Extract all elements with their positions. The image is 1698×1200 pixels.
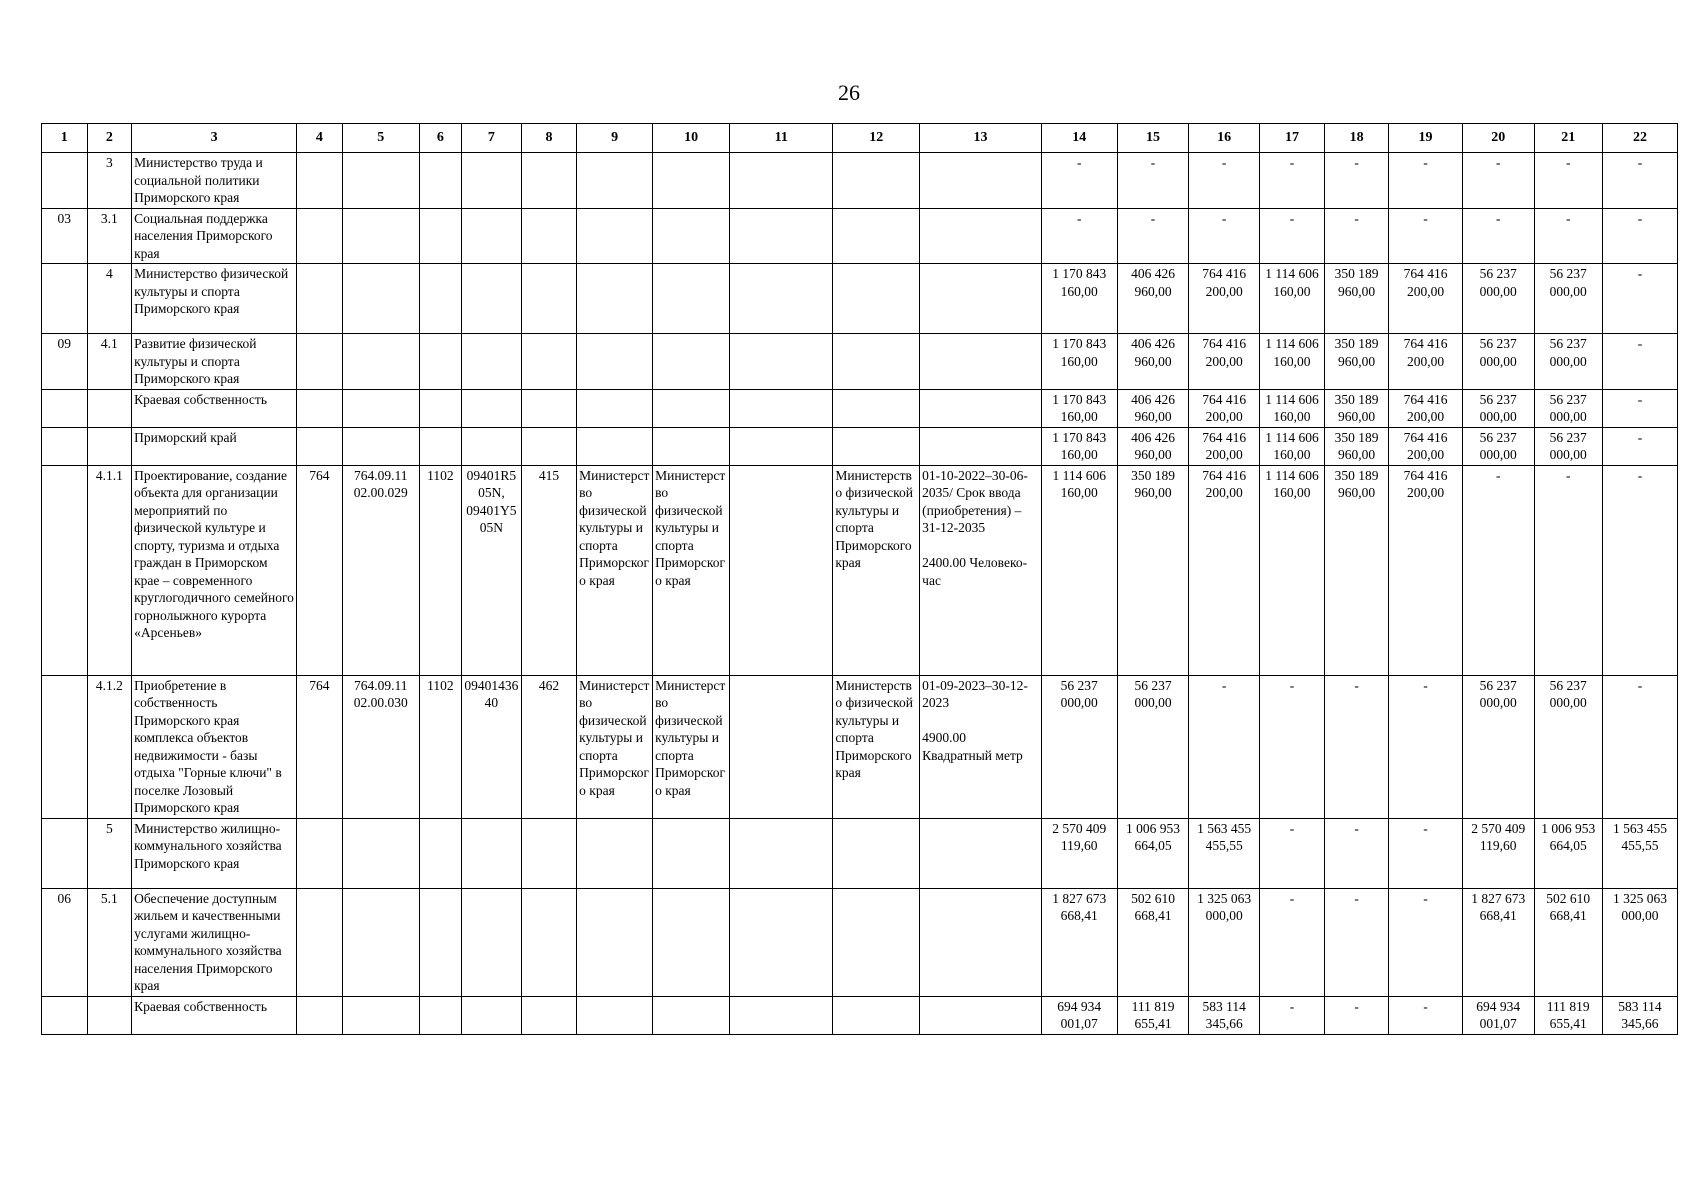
table-cell: [920, 264, 1042, 334]
table-cell: 4.1.2: [87, 675, 132, 818]
table-cell: -: [1602, 389, 1677, 427]
table-cell: -: [1117, 153, 1189, 209]
table-cell: [42, 153, 88, 209]
table-cell: -: [1534, 465, 1602, 675]
table-cell: [419, 996, 461, 1034]
table-cell: -: [1325, 675, 1389, 818]
table-cell: [730, 389, 833, 427]
table-cell: 5.1: [87, 888, 132, 996]
table-cell: 56 237 000,00: [1462, 334, 1534, 390]
table-cell: 764 416 200,00: [1389, 389, 1463, 427]
table-cell: 764 416 200,00: [1389, 427, 1463, 465]
table-cell: 350 189 960,00: [1325, 389, 1389, 427]
table-cell: 1 170 843 160,00: [1041, 427, 1117, 465]
table-cell: [521, 153, 576, 209]
table-cell: 764.09.11 02.00.029: [342, 465, 419, 675]
column-header: 13: [920, 124, 1042, 153]
table-cell: 694 934 001,07: [1462, 996, 1534, 1034]
table-cell: [42, 818, 88, 888]
column-header: 22: [1602, 124, 1677, 153]
table-cell: -: [1462, 208, 1534, 264]
table-cell: 2 570 409 119,60: [1462, 818, 1534, 888]
table-cell: Приморский край: [132, 427, 297, 465]
table-cell: -: [1462, 153, 1534, 209]
table-cell: 56 237 000,00: [1534, 334, 1602, 390]
column-header: 19: [1389, 124, 1463, 153]
table-cell: Министерство физической культуры и спорта Приморского края: [653, 465, 730, 675]
table-cell: [521, 996, 576, 1034]
table-cell: Министерство физической культуры и спорта Приморского края: [577, 675, 653, 818]
table-cell: -: [1325, 996, 1389, 1034]
table-cell: [342, 153, 419, 209]
table-cell: 1 325 063 000,00: [1602, 888, 1677, 996]
table-cell: Министерство труда и социальной политики Приморского края: [132, 153, 297, 209]
table-cell: -: [1602, 427, 1677, 465]
table-cell: -: [1389, 153, 1463, 209]
table-row: [42, 334, 1678, 390]
table-cell: 764 416 200,00: [1189, 334, 1260, 390]
table-row: [42, 818, 1678, 888]
column-header: 4: [297, 124, 343, 153]
table-cell: -: [1602, 208, 1677, 264]
table-cell: [419, 153, 461, 209]
table-cell: 764 416 200,00: [1389, 465, 1463, 675]
table-cell: 56 237 000,00: [1462, 675, 1534, 818]
table-cell: -: [1259, 153, 1324, 209]
table-cell: [462, 208, 522, 264]
budget-table: [41, 123, 1678, 1035]
table-cell: 350 189 960,00: [1325, 465, 1389, 675]
table-cell: [419, 389, 461, 427]
table-cell: [42, 465, 88, 675]
table-cell: -: [1602, 675, 1677, 818]
table-cell: 1 827 673 668,41: [1041, 888, 1117, 996]
table-cell: [297, 427, 343, 465]
table-cell: Министерство физической культуры и спорта Приморского края: [833, 675, 920, 818]
table-cell: Краевая собственность: [132, 389, 297, 427]
table-cell: [462, 334, 522, 390]
table-cell: [521, 818, 576, 888]
table-cell: [521, 208, 576, 264]
table-cell: 3: [87, 153, 132, 209]
table-cell: [342, 389, 419, 427]
table-cell: 4.1: [87, 334, 132, 390]
table-cell: [42, 996, 88, 1034]
table-cell: -: [1189, 675, 1260, 818]
table-cell: 350 189 960,00: [1325, 427, 1389, 465]
table-cell: 502 610 668,41: [1117, 888, 1189, 996]
table-cell: 4: [87, 264, 132, 334]
table-cell: 1 114 606 160,00: [1259, 427, 1324, 465]
table-row: [42, 465, 1678, 675]
table-cell: 111 819 655,41: [1534, 996, 1602, 1034]
table-cell: Министерство физической культуры и спорта Приморского края: [132, 264, 297, 334]
table-cell: [920, 888, 1042, 996]
table-cell: [42, 427, 88, 465]
table-row: [42, 389, 1678, 427]
table-cell: [342, 334, 419, 390]
table-cell: [577, 888, 653, 996]
table-cell: [730, 675, 833, 818]
table-cell: [42, 675, 88, 818]
table-cell: -: [1462, 465, 1534, 675]
table-cell: [920, 818, 1042, 888]
table-cell: Проектирование, создание объекта для организации мероприятий по физической культуре и спорту, туризма и отдыха граждан в Приморском крае – современного круглогодичного семейного горнолыжного курорта «Арсеньев»: [132, 465, 297, 675]
table-cell: 56 237 000,00: [1041, 675, 1117, 818]
table-cell: 350 189 960,00: [1117, 465, 1189, 675]
table-cell: 0940143640: [462, 675, 522, 818]
table-cell: [297, 153, 343, 209]
table-cell: -: [1602, 334, 1677, 390]
table-cell: 1 563 455 455,55: [1189, 818, 1260, 888]
table-cell: Министерство физической культуры и спорта Приморского края: [577, 465, 653, 675]
table-cell: [297, 334, 343, 390]
table-cell: [653, 996, 730, 1034]
table-cell: [419, 427, 461, 465]
table-cell: [577, 389, 653, 427]
table-cell: [653, 334, 730, 390]
table-cell: [653, 818, 730, 888]
table-cell: -: [1602, 153, 1677, 209]
table-row: [42, 208, 1678, 264]
table-cell: 1 827 673 668,41: [1462, 888, 1534, 996]
table-cell: 764 416 200,00: [1189, 427, 1260, 465]
table-cell: [577, 334, 653, 390]
table-cell: Министерство физической культуры и спорта Приморского края: [833, 465, 920, 675]
table-cell: [342, 996, 419, 1034]
table-cell: Обеспечение доступным жильем и качественными услугами жилищно-коммунального хозяйства населения Приморского края: [132, 888, 297, 996]
table-cell: 03: [42, 208, 88, 264]
table-cell: [833, 389, 920, 427]
table-cell: 56 237 000,00: [1117, 675, 1189, 818]
table-cell: 1 170 843 160,00: [1041, 334, 1117, 390]
table-cell: [342, 427, 419, 465]
table-cell: -: [1325, 888, 1389, 996]
table-cell: [419, 818, 461, 888]
table-cell: 462: [521, 675, 576, 818]
table-cell: -: [1259, 888, 1324, 996]
table-cell: 111 819 655,41: [1117, 996, 1189, 1034]
table-cell: [833, 153, 920, 209]
column-header: 6: [419, 124, 461, 153]
table-row: [42, 888, 1678, 996]
table-cell: 1 325 063 000,00: [1189, 888, 1260, 996]
table-cell: 502 610 668,41: [1534, 888, 1602, 996]
table-cell: [342, 818, 419, 888]
table-cell: 1 114 606 160,00: [1259, 264, 1324, 334]
table-cell: 1 114 606 160,00: [1259, 334, 1324, 390]
column-header: 18: [1325, 124, 1389, 153]
table-cell: -: [1602, 465, 1677, 675]
table-row: [42, 427, 1678, 465]
table-cell: -: [1259, 818, 1324, 888]
table-cell: 56 237 000,00: [1462, 427, 1534, 465]
table-cell: [577, 818, 653, 888]
table-cell: Министерство жилищно-коммунального хозяйства Приморского края: [132, 818, 297, 888]
table-cell: -: [1189, 153, 1260, 209]
table-cell: [87, 389, 132, 427]
table-cell: [42, 389, 88, 427]
table-cell: -: [1041, 153, 1117, 209]
table-cell: Приобретение в собственность Приморского края комплекса объектов недвижимости - базы отдыха "Горные ключи" в поселке Лозовый Приморского края: [132, 675, 297, 818]
table-cell: -: [1602, 264, 1677, 334]
table-cell: [521, 334, 576, 390]
table-cell: -: [1389, 675, 1463, 818]
table-cell: Министерство физической культуры и спорта Приморского края: [653, 675, 730, 818]
table-cell: -: [1534, 208, 1602, 264]
table-cell: -: [1117, 208, 1189, 264]
column-header: 11: [730, 124, 833, 153]
table-cell: 5: [87, 818, 132, 888]
table-cell: 2 570 409 119,60: [1041, 818, 1117, 888]
table-cell: [653, 208, 730, 264]
table-cell: Краевая собственность: [132, 996, 297, 1034]
table-cell: [577, 208, 653, 264]
table-cell: [920, 389, 1042, 427]
table-cell: [419, 888, 461, 996]
table-cell: [419, 334, 461, 390]
table-cell: 764.09.11 02.00.030: [342, 675, 419, 818]
column-header: 5: [342, 124, 419, 153]
table-cell: 350 189 960,00: [1325, 264, 1389, 334]
table-cell: 01-10-2022–30-06-2035/ Срок ввода (приобретения) – 31-12-2035 2400.00 Человеко-час: [920, 465, 1042, 675]
table-cell: [462, 389, 522, 427]
table-cell: [577, 153, 653, 209]
column-header: 10: [653, 124, 730, 153]
table-cell: [462, 264, 522, 334]
table-cell: [342, 888, 419, 996]
table-row: [42, 996, 1678, 1034]
table-cell: [419, 208, 461, 264]
table-cell: 583 114 345,66: [1189, 996, 1260, 1034]
table-cell: [342, 208, 419, 264]
table-cell: [730, 996, 833, 1034]
table-cell: 764 416 200,00: [1389, 334, 1463, 390]
table-cell: [653, 427, 730, 465]
column-header: 17: [1259, 124, 1324, 153]
table-cell: 1 114 606 160,00: [1041, 465, 1117, 675]
table-cell: 1 114 606 160,00: [1259, 389, 1324, 427]
table-cell: -: [1389, 818, 1463, 888]
table-cell: 56 237 000,00: [1462, 264, 1534, 334]
table-cell: 415: [521, 465, 576, 675]
table-cell: 1 563 455 455,55: [1602, 818, 1677, 888]
table-cell: [730, 334, 833, 390]
table-cell: 56 237 000,00: [1534, 389, 1602, 427]
table-cell: 764: [297, 465, 343, 675]
table-cell: 764 416 200,00: [1389, 264, 1463, 334]
table-cell: [833, 208, 920, 264]
table-cell: 3.1: [87, 208, 132, 264]
table-cell: 1 006 953 664,05: [1117, 818, 1189, 888]
table-cell: [297, 264, 343, 334]
table-cell: -: [1189, 208, 1260, 264]
table-cell: [342, 264, 419, 334]
table-cell: [577, 427, 653, 465]
table-cell: -: [1259, 208, 1324, 264]
table-cell: 06: [42, 888, 88, 996]
column-header: 16: [1189, 124, 1260, 153]
table-cell: 406 426 960,00: [1117, 427, 1189, 465]
table-cell: 764 416 200,00: [1189, 389, 1260, 427]
table-cell: -: [1534, 153, 1602, 209]
table-cell: 1102: [419, 465, 461, 675]
table-cell: [653, 888, 730, 996]
table-cell: Социальная поддержка населения Приморского края: [132, 208, 297, 264]
table-cell: [87, 427, 132, 465]
table-cell: -: [1325, 208, 1389, 264]
table-cell: [920, 334, 1042, 390]
table-row: [42, 153, 1678, 209]
table-cell: 56 237 000,00: [1462, 389, 1534, 427]
table-cell: -: [1325, 818, 1389, 888]
table-cell: [833, 427, 920, 465]
table-body: [42, 153, 1678, 1035]
table-cell: 694 934 001,07: [1041, 996, 1117, 1034]
table-cell: [833, 334, 920, 390]
table-cell: 764 416 200,00: [1189, 465, 1260, 675]
table-cell: [42, 264, 88, 334]
table-cell: [730, 208, 833, 264]
table-cell: 1 114 606 160,00: [1259, 465, 1324, 675]
table-cell: [730, 264, 833, 334]
table-cell: [920, 996, 1042, 1034]
table-cell: 56 237 000,00: [1534, 264, 1602, 334]
table-cell: [521, 427, 576, 465]
table-cell: [653, 264, 730, 334]
table-cell: [462, 996, 522, 1034]
table-cell: [920, 427, 1042, 465]
table-cell: 764: [297, 675, 343, 818]
page-number: 26: [838, 80, 860, 105]
table-cell: [730, 888, 833, 996]
table-cell: [297, 818, 343, 888]
table-cell: 1 006 953 664,05: [1534, 818, 1602, 888]
table-cell: [730, 153, 833, 209]
table-cell: [297, 888, 343, 996]
table-cell: 56 237 000,00: [1534, 427, 1602, 465]
table-cell: [730, 427, 833, 465]
table-cell: [462, 427, 522, 465]
table-cell: -: [1389, 996, 1463, 1034]
table-cell: [521, 888, 576, 996]
table-cell: 01-09-2023–30-12-2023 4900.00 Квадратный метр: [920, 675, 1042, 818]
column-header: 2: [87, 124, 132, 153]
table-cell: 1 170 843 160,00: [1041, 389, 1117, 427]
table-cell: [297, 996, 343, 1034]
table-cell: 406 426 960,00: [1117, 334, 1189, 390]
table-cell: 09: [42, 334, 88, 390]
table-cell: [833, 996, 920, 1034]
table-cell: 350 189 960,00: [1325, 334, 1389, 390]
table-cell: [730, 818, 833, 888]
column-header: 15: [1117, 124, 1189, 153]
column-header: 7: [462, 124, 522, 153]
column-header: 21: [1534, 124, 1602, 153]
table-cell: 764 416 200,00: [1189, 264, 1260, 334]
column-header: 3: [132, 124, 297, 153]
table-cell: [521, 389, 576, 427]
table-cell: -: [1259, 675, 1324, 818]
column-header: 8: [521, 124, 576, 153]
column-header: 14: [1041, 124, 1117, 153]
table-cell: [87, 996, 132, 1034]
table-cell: -: [1041, 208, 1117, 264]
table-cell: [920, 208, 1042, 264]
table-cell: [462, 153, 522, 209]
table-cell: -: [1389, 888, 1463, 996]
table-cell: Развитие физической культуры и спорта Приморского края: [132, 334, 297, 390]
table-row: [42, 675, 1678, 818]
table-cell: [577, 264, 653, 334]
table-cell: [653, 389, 730, 427]
column-header: 9: [577, 124, 653, 153]
table-cell: [833, 264, 920, 334]
column-header: 1: [42, 124, 88, 153]
table-cell: 56 237 000,00: [1534, 675, 1602, 818]
table-cell: -: [1389, 208, 1463, 264]
table-cell: [577, 996, 653, 1034]
table-cell: [521, 264, 576, 334]
table-cell: 09401R505N, 09401Y505N: [462, 465, 522, 675]
table-cell: [462, 818, 522, 888]
table-cell: [419, 264, 461, 334]
table-cell: 406 426 960,00: [1117, 264, 1189, 334]
table-cell: [297, 208, 343, 264]
table-cell: [462, 888, 522, 996]
table-cell: 406 426 960,00: [1117, 389, 1189, 427]
table-cell: 4.1.1: [87, 465, 132, 675]
table-cell: [833, 888, 920, 996]
table-cell: [833, 818, 920, 888]
column-header: 20: [1462, 124, 1534, 153]
column-header: 12: [833, 124, 920, 153]
table-cell: -: [1325, 153, 1389, 209]
header-row: [42, 124, 1678, 153]
table-cell: [920, 153, 1042, 209]
table-cell: 583 114 345,66: [1602, 996, 1677, 1034]
table-cell: [653, 153, 730, 209]
table-cell: -: [1259, 996, 1324, 1034]
table-cell: [730, 465, 833, 675]
table-cell: 1 170 843 160,00: [1041, 264, 1117, 334]
table-cell: 1102: [419, 675, 461, 818]
table-row: [42, 264, 1678, 334]
table-cell: [297, 389, 343, 427]
